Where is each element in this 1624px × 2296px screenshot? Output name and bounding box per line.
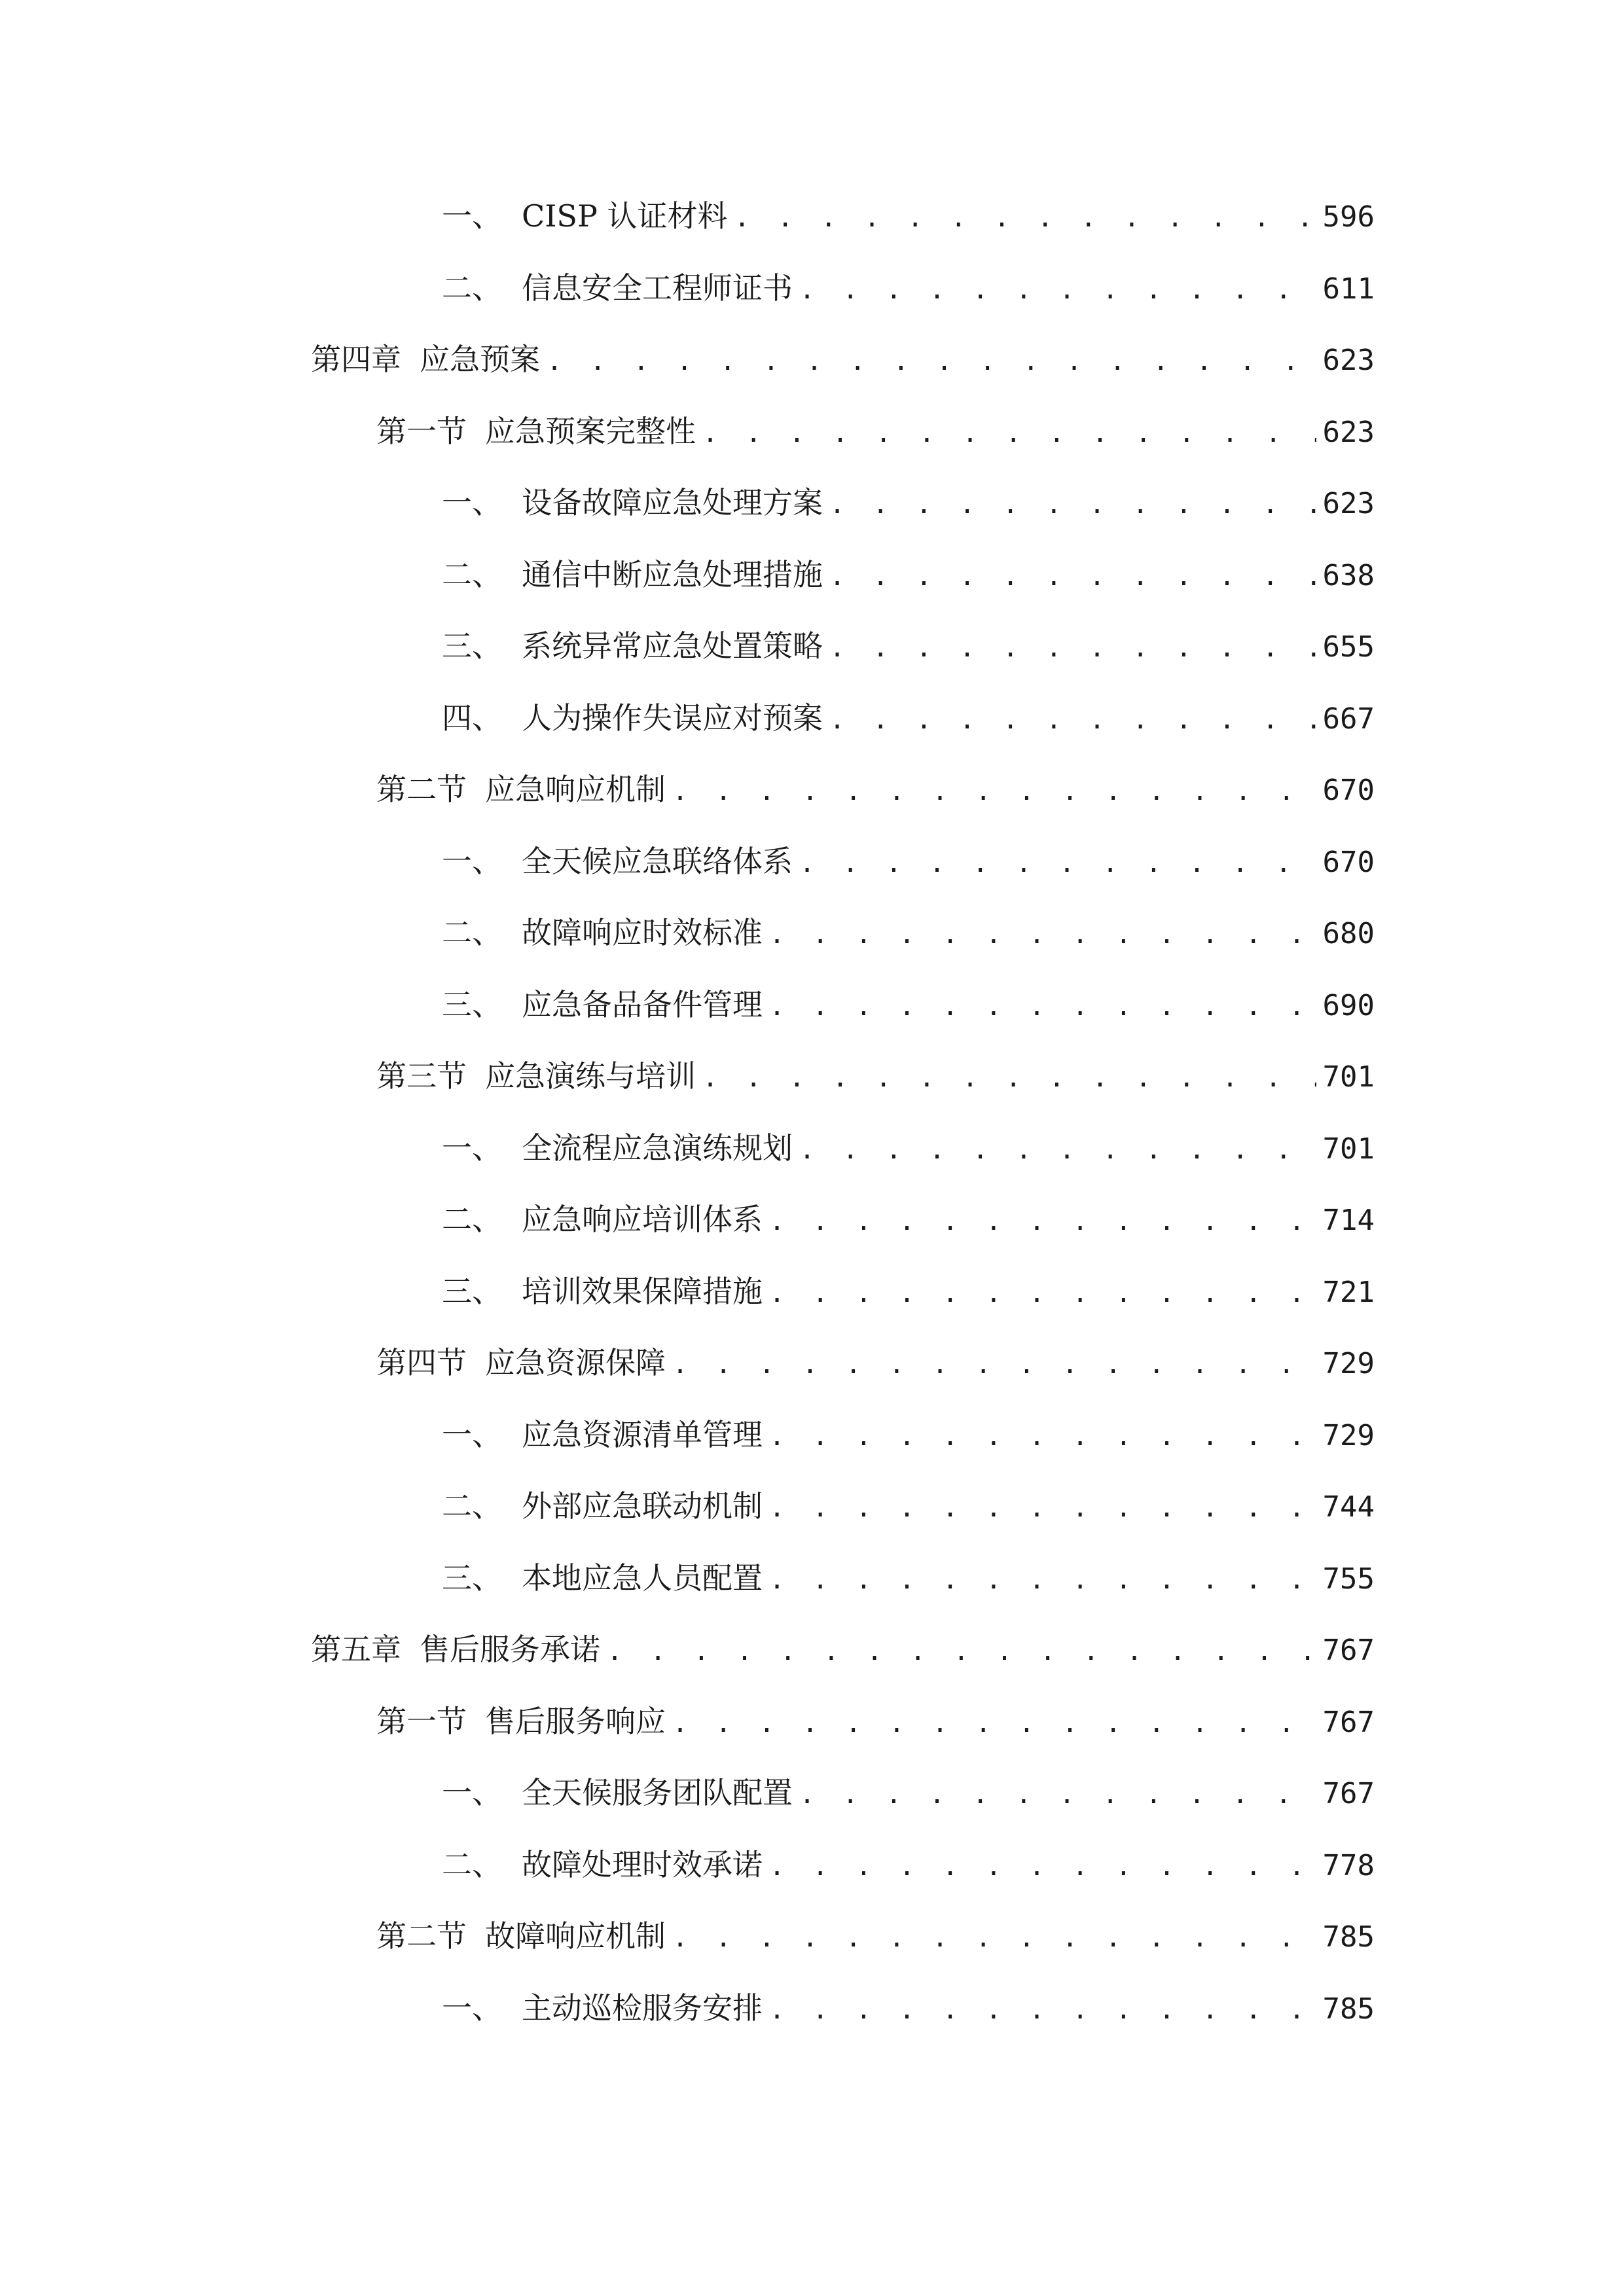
toc-entry[interactable] (311, 1839, 1375, 1910)
toc-entry-number: 二、 (442, 1846, 502, 1882)
dot-leader (672, 1697, 1316, 1749)
toc-entry[interactable] (311, 1193, 1375, 1265)
toc-entry-page-number: 721 (1322, 1275, 1375, 1309)
toc-entry-number: 一、 (442, 1416, 502, 1452)
toc-entry-title: 系统异常应急处置策略 (522, 628, 823, 664)
toc-entry-number: 一、 (442, 485, 502, 520)
dot-leader (702, 407, 1316, 459)
toc-entry-title: 应急响应培训体系 (522, 1202, 763, 1237)
toc-entry-page-number: 755 (1322, 1562, 1375, 1596)
toc-entry-page-number: 785 (1322, 1992, 1375, 2026)
dot-leader (829, 478, 1316, 531)
toc-entry[interactable] (311, 262, 1375, 334)
toc-entry[interactable] (311, 1623, 1375, 1695)
toc-entry-page-number: 778 (1322, 1848, 1375, 1882)
toc-entry-page-number: 701 (1322, 1132, 1375, 1166)
toc-entry[interactable] (311, 906, 1375, 978)
toc-entry-page-number: 714 (1322, 1204, 1375, 1237)
toc-entry-page-number: 611 (1322, 272, 1375, 306)
dot-leader (702, 1052, 1316, 1104)
toc-entry-title: 通信中断应急处理措施 (522, 556, 823, 592)
toc-entry-title: 应急资源保障 (485, 1345, 666, 1380)
toc-entry[interactable] (311, 1408, 1375, 1480)
toc-entry-page-number: 655 (1322, 630, 1375, 664)
dot-leader (769, 980, 1316, 1033)
dot-leader (734, 192, 1316, 244)
toc-entry-title: 信息安全工程师证书 (522, 270, 793, 306)
toc-entry-number: 第二节 (376, 1918, 467, 1954)
toc-entry[interactable] (311, 1122, 1375, 1194)
toc-entry[interactable] (311, 1767, 1375, 1839)
toc-entry-page-number: 785 (1322, 1920, 1375, 1954)
toc-entry-page-number: 701 (1322, 1060, 1375, 1094)
toc-entry-number: 一、 (442, 1775, 502, 1810)
toc-entry-page-number: 767 (1322, 1777, 1375, 1810)
toc-entry-number: 一、 (442, 1990, 502, 2026)
toc-entry-number: 四、 (442, 700, 502, 736)
toc-entry[interactable] (311, 1552, 1375, 1624)
toc-entry-title: 故障响应时效标准 (522, 915, 763, 950)
toc-entry-title: 故障处理时效承诺 (522, 1846, 763, 1882)
toc-entry-number: 第三节 (376, 1058, 467, 1094)
toc-entry-title: 培训效果保障措施 (522, 1273, 763, 1309)
dot-leader (799, 1124, 1316, 1176)
toc-entry-number: 第四章 (311, 342, 401, 377)
toc-entry-number: 一、 (442, 198, 502, 234)
dot-leader (769, 1267, 1316, 1319)
dot-leader (799, 1768, 1316, 1821)
toc-entry[interactable] (311, 835, 1375, 907)
toc-entry-title: 应急预案完整性 (485, 413, 696, 449)
dot-leader (672, 1912, 1316, 1964)
toc-entry-title: 全天候服务团队配置 (522, 1775, 793, 1810)
dot-leader (829, 550, 1316, 603)
toc-entry[interactable] (311, 1480, 1375, 1552)
toc-entry[interactable] (311, 1336, 1375, 1408)
toc-entry[interactable] (311, 1982, 1375, 2054)
table-of-contents (311, 190, 1375, 2053)
toc-entry-title: 售后服务响应 (485, 1703, 666, 1739)
toc-entry[interactable] (311, 692, 1375, 764)
toc-entry[interactable] (311, 763, 1375, 835)
toc-entry-title: 售后服务承诺 (420, 1632, 600, 1667)
toc-entry-number: 三、 (442, 628, 502, 664)
toc-entry-page-number: 729 (1322, 1418, 1375, 1452)
dot-leader (769, 1410, 1316, 1463)
toc-entry[interactable] (311, 333, 1375, 405)
toc-entry[interactable] (311, 476, 1375, 548)
toc-entry-page-number: 744 (1322, 1490, 1375, 1524)
toc-entry-page-number: 680 (1322, 917, 1375, 950)
toc-entry[interactable] (311, 1050, 1375, 1122)
toc-entry[interactable] (311, 190, 1375, 262)
dot-leader (799, 837, 1316, 889)
toc-entry-number: 一、 (442, 843, 502, 879)
toc-entry-title: 应急备品备件管理 (522, 986, 763, 1022)
dot-leader (829, 622, 1316, 674)
toc-entry-title: 全天候应急联络体系 (522, 843, 793, 879)
dot-leader (547, 335, 1316, 387)
toc-entry-page-number: 767 (1322, 1634, 1375, 1667)
toc-entry-title: 应急预案 (420, 342, 540, 377)
toc-entry[interactable] (311, 620, 1375, 692)
toc-entry-number: 第四节 (376, 1345, 467, 1380)
toc-entry-title: 应急资源清单管理 (522, 1416, 763, 1452)
toc-entry-page-number: 623 (1322, 344, 1375, 377)
toc-entry-title: 外部应急联动机制 (522, 1488, 763, 1524)
toc-entry-title: 本地应急人员配置 (522, 1560, 763, 1596)
dot-leader (769, 908, 1316, 961)
toc-entry-page-number: 767 (1322, 1705, 1375, 1739)
toc-entry-number: 第一节 (376, 413, 467, 449)
toc-entry[interactable] (311, 978, 1375, 1050)
dot-leader (769, 1195, 1316, 1247)
toc-entry[interactable] (311, 548, 1375, 620)
toc-entry-page-number: 670 (1322, 774, 1375, 807)
toc-entry-number: 第五章 (311, 1632, 401, 1667)
toc-entry-title: 设备故障应急处理方案 (522, 485, 823, 520)
toc-entry-title: 全流程应急演练规划 (522, 1130, 793, 1166)
dot-leader (769, 1984, 1316, 2036)
dot-leader (769, 1554, 1316, 1606)
toc-entry-title: 应急演练与培训 (485, 1058, 696, 1094)
toc-entry-number: 二、 (442, 556, 502, 592)
toc-entry-title: 人为操作失误应对预案 (522, 700, 823, 736)
toc-entry-number: 一、 (442, 1130, 502, 1166)
toc-entry[interactable] (311, 405, 1375, 477)
toc-entry-title: 应急响应机制 (485, 772, 666, 807)
toc-entry-number: 三、 (442, 986, 502, 1022)
toc-entry-number: 三、 (442, 1273, 502, 1309)
toc-entry-page-number: 623 (1322, 415, 1375, 449)
toc-entry-number: 三、 (442, 1560, 502, 1596)
toc-entry-number: 二、 (442, 1202, 502, 1237)
toc-entry-page-number: 729 (1322, 1347, 1375, 1380)
toc-entry-number: 第一节 (376, 1703, 467, 1739)
toc-entry-page-number: 596 (1322, 200, 1375, 234)
toc-entry-title: 主动巡检服务安排 (522, 1990, 763, 2026)
toc-entry-number: 第二节 (376, 772, 467, 807)
toc-entry-page-number: 670 (1322, 845, 1375, 879)
toc-entry[interactable] (311, 1695, 1375, 1767)
toc-entry-page-number: 690 (1322, 988, 1375, 1022)
dot-leader (672, 765, 1316, 817)
dot-leader (769, 1482, 1316, 1534)
dot-leader (799, 264, 1316, 316)
toc-entry-number: 二、 (442, 270, 502, 306)
dot-leader (829, 694, 1316, 746)
toc-entry-title: CISP 认证材料 (522, 198, 728, 234)
toc-entry[interactable] (311, 1910, 1375, 1982)
toc-entry-page-number: 623 (1322, 487, 1375, 520)
toc-entry-title: 故障响应机制 (485, 1918, 666, 1954)
toc-entry-number: 二、 (442, 915, 502, 950)
dot-leader (672, 1338, 1316, 1391)
toc-entry-page-number: 638 (1322, 558, 1375, 592)
toc-entry[interactable] (311, 1265, 1375, 1337)
dot-leader (607, 1625, 1316, 1677)
toc-entry-number: 二、 (442, 1488, 502, 1524)
dot-leader (769, 1840, 1316, 1893)
toc-entry-page-number: 667 (1322, 702, 1375, 736)
